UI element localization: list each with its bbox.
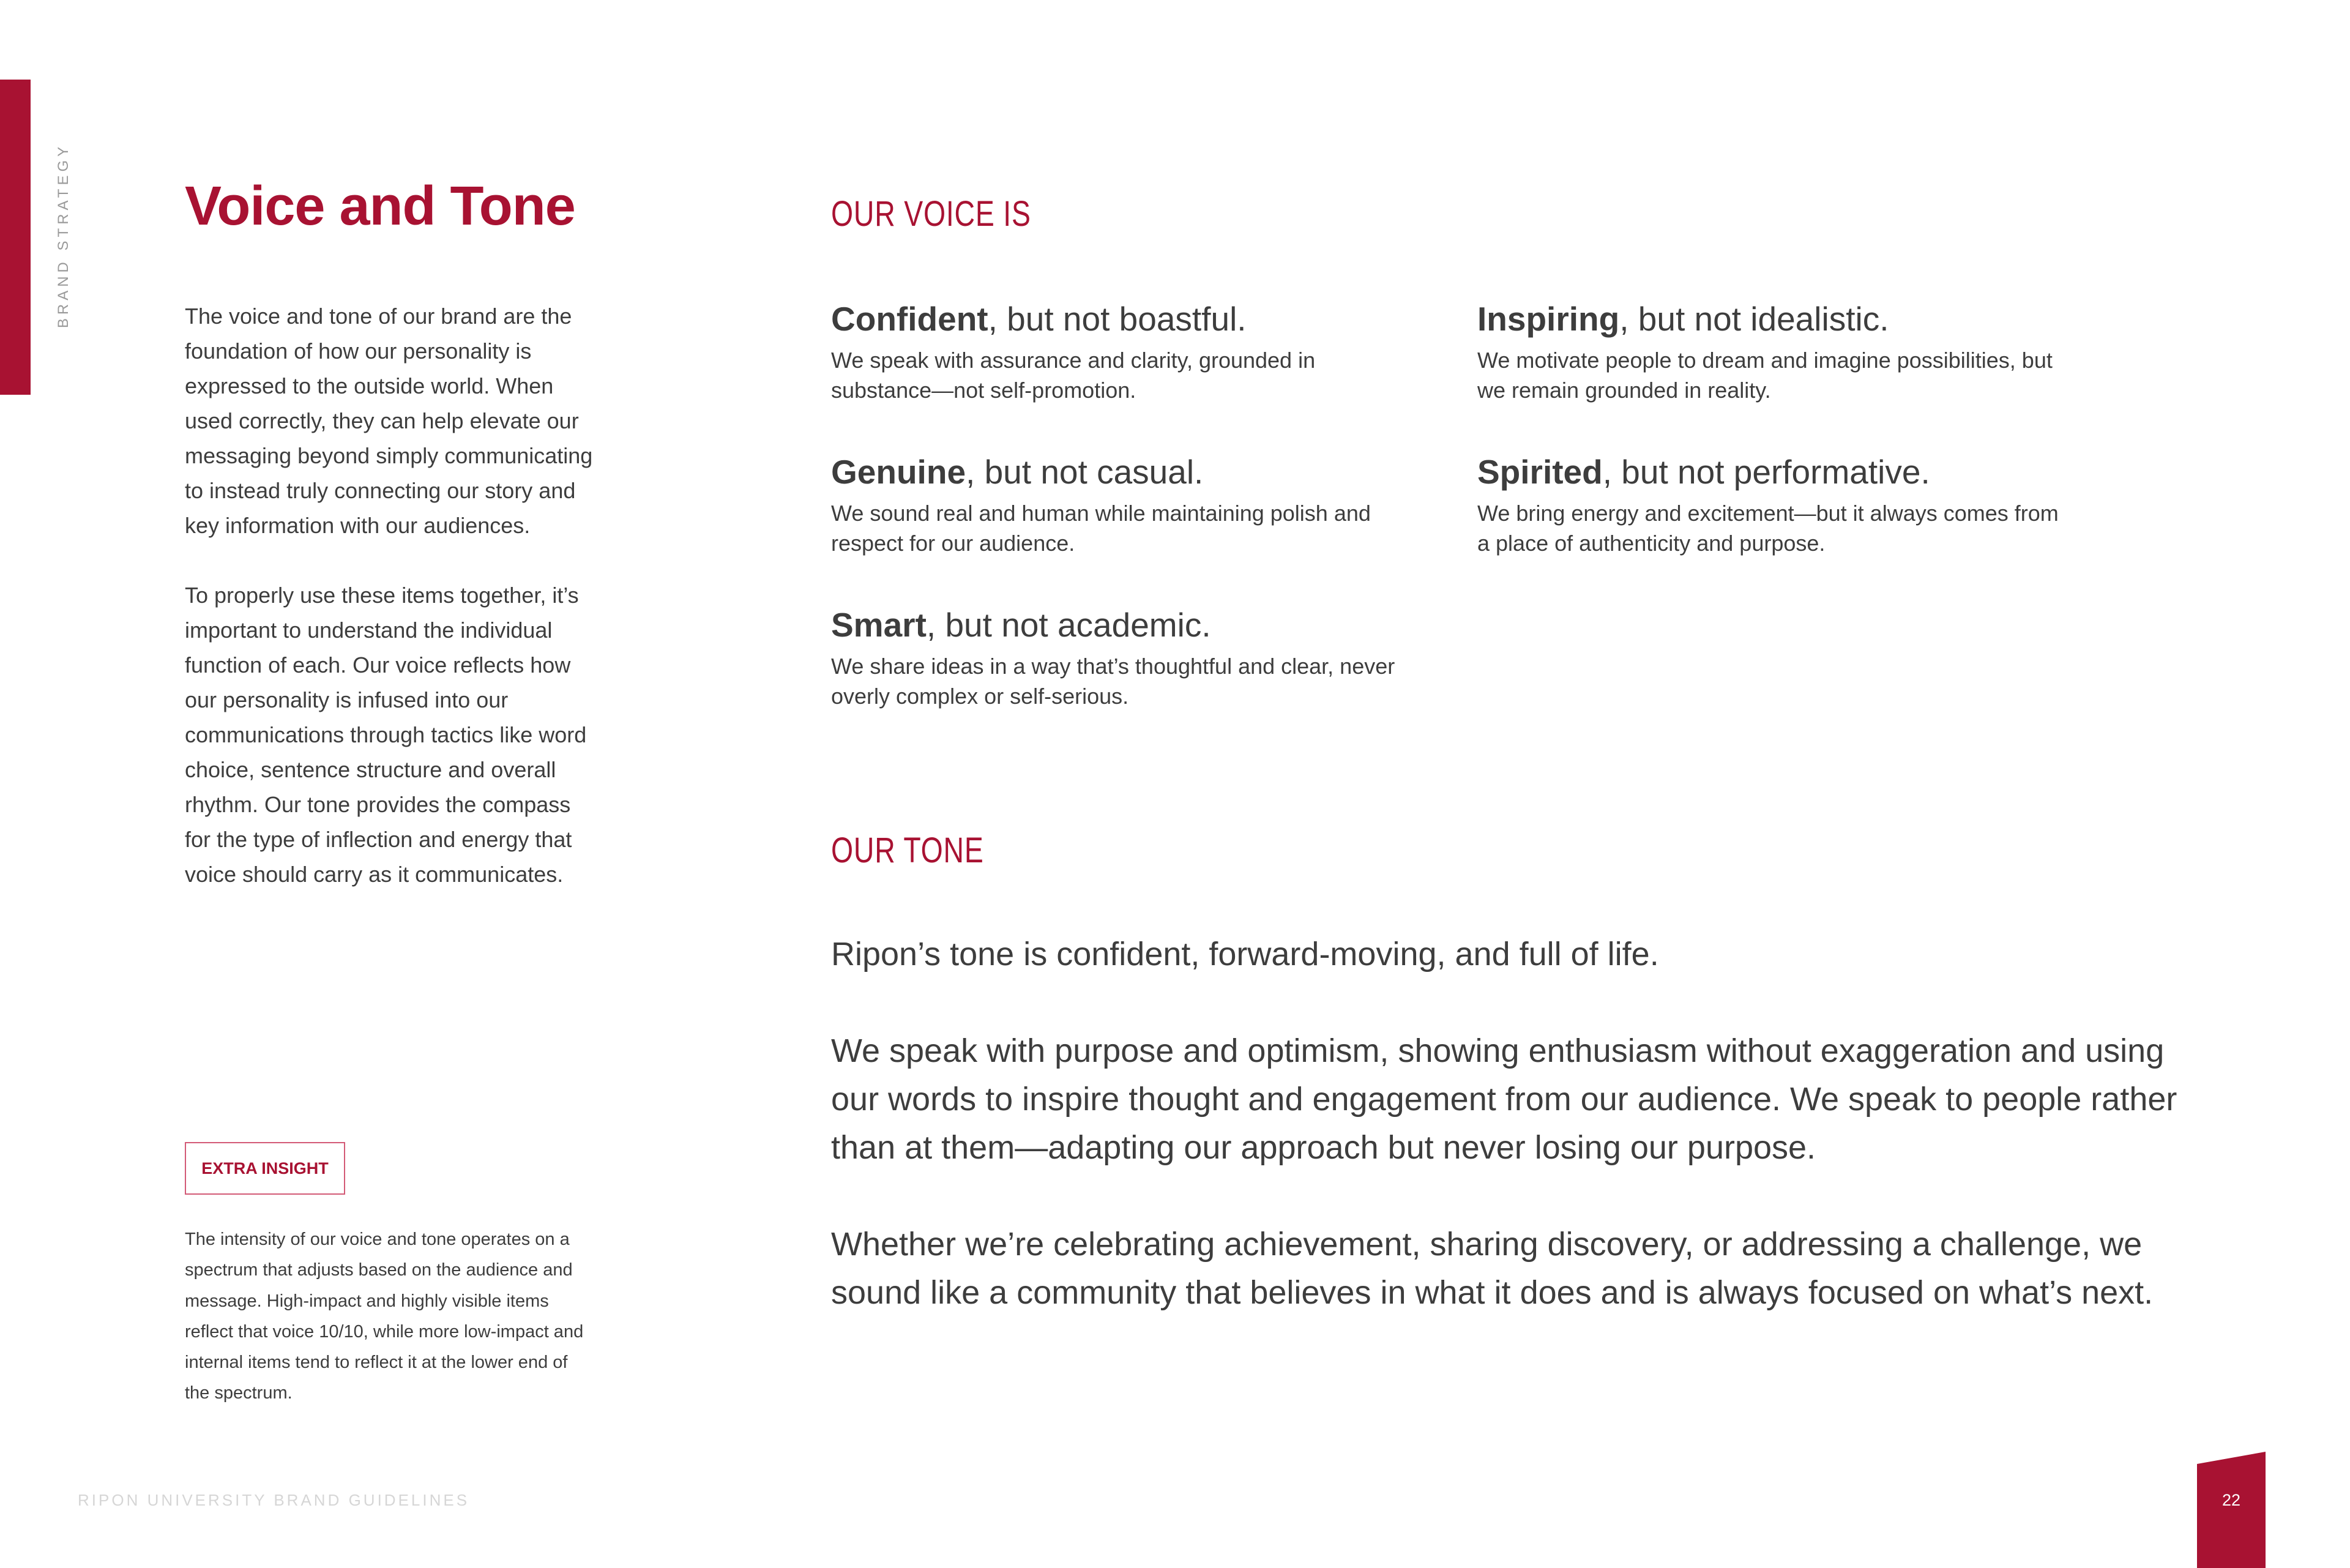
page-number-tab <box>2197 1452 2266 1568</box>
voice-trait-smart <box>831 605 1419 711</box>
trait-description: We motivate people to dream and imagine possibilities, but we remain grounded in reality. <box>1477 348 2053 403</box>
trait-keyword: Smart <box>831 606 927 644</box>
tone-heading: OUR TONE <box>831 831 984 870</box>
trait-keyword: Inspiring <box>1477 300 1620 338</box>
footer-text: RIPON UNIVERSITY BRAND GUIDELINES <box>78 1491 470 1509</box>
trait-keyword: Genuine <box>831 453 966 491</box>
trait-description: We share ideas in a way that’s thoughtful and clear, never overly complex or self-serious. <box>831 654 1395 709</box>
trait-headline <box>831 299 1419 339</box>
tone-text <box>831 930 2202 1365</box>
intro-text <box>185 299 601 927</box>
section-label <box>33 141 94 330</box>
page-title: Voice and Tone <box>185 176 575 237</box>
voice-trait-inspiring <box>1477 299 2065 405</box>
trait-qualifier: , but not boastful. <box>988 300 1247 338</box>
trait-description: We bring energy and excitement—but it always comes from a place of authenticity and purpose. <box>1477 501 2059 556</box>
trait-keyword: Spirited <box>1477 453 1603 491</box>
trait-qualifier: , but not casual. <box>966 453 1204 491</box>
voice-trait-genuine <box>831 452 1419 558</box>
intro-paragraph: To properly use these items together, it’s important to understand the individual function of each. Our voice reflects how our personality is infused into our communications through tactics like word choice, sentence structure and overall rhythm. Our tone provides the compass for the type of inflection and energy that voice should carry as it communicates. <box>185 583 587 887</box>
trait-description: We sound real and human while maintaining polish and respect for our audience. <box>831 501 1371 556</box>
trait-headline <box>1477 299 2065 339</box>
side-accent-bar <box>0 80 31 395</box>
tone-paragraph: Whether we’re celebrating achievement, sharing discovery, or addressing a challenge, we sound like a community that believes in what it does and is always focused on what’s next. <box>831 1226 2154 1311</box>
voice-trait-confident <box>831 299 1419 405</box>
trait-qualifier: , but not performative. <box>1602 453 1930 491</box>
voice-trait-spirited <box>1477 452 2065 558</box>
page-number: 22 <box>2221 1491 2241 1509</box>
trait-headline <box>831 605 1419 645</box>
trait-headline <box>831 452 1419 492</box>
trait-qualifier: , but not idealistic. <box>1619 300 1889 338</box>
voice-heading: OUR VOICE IS <box>831 194 1031 234</box>
tone-paragraph: We speak with purpose and optimism, showing enthusiasm without exaggeration and using our words to inspire thought and engagement from our audience. We speak to people rather than at them—adapting our approach but never losing our purpose. <box>831 1032 2177 1166</box>
extra-insight-badge: EXTRA INSIGHT <box>185 1142 345 1195</box>
trait-qualifier: , but not academic. <box>926 606 1211 644</box>
extra-insight-text: The intensity of our voice and tone operates on a spectrum that adjusts based on the audience and message. High-impact and highly visible items reflect that voice 10/10, while more low-impact and internal items tend to reflect it at the lower end of the spectrum. <box>185 1230 584 1403</box>
trait-keyword: Confident <box>831 300 988 338</box>
tone-paragraph: Ripon’s tone is confident, forward-moving, and full of life. <box>831 936 1659 973</box>
section-label-text: BRAND STRATEGY <box>55 143 72 329</box>
intro-paragraph: The voice and tone of our brand are the foundation of how our personality is expressed to the outside world. When used correctly, they can help elevate our messaging beyond simply communicating to instead truly connecting our story and key information with our audiences. <box>185 304 593 538</box>
trait-headline <box>1477 452 2065 492</box>
trait-description: We speak with assurance and clarity, grounded in substance—not self-promotion. <box>831 348 1316 403</box>
